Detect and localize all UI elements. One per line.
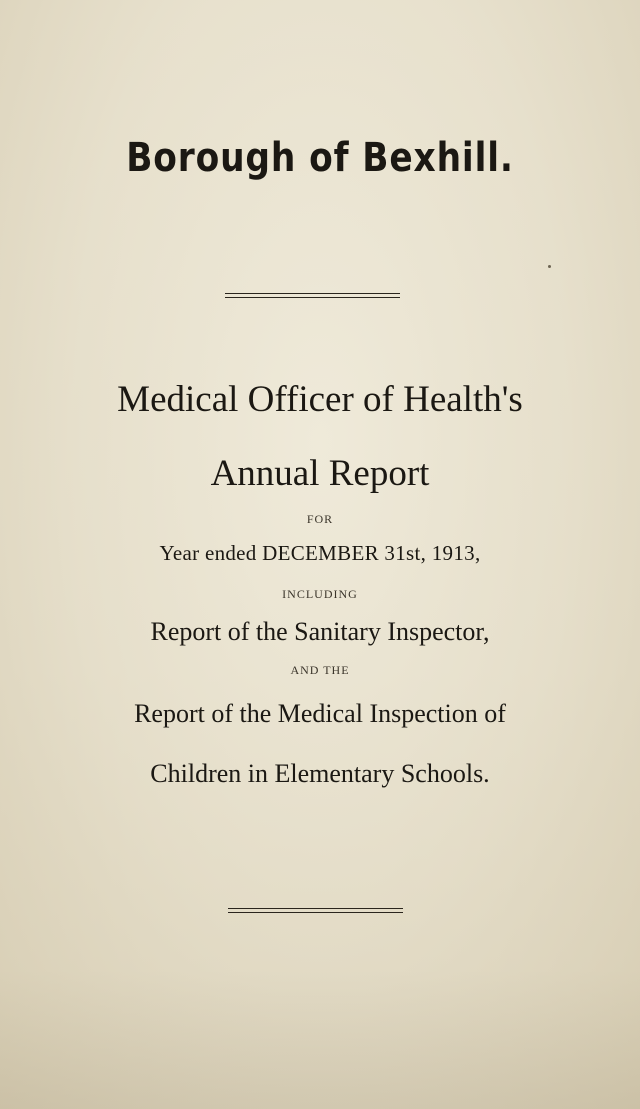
- borough-title: Borough of Bexhill.: [126, 135, 514, 181]
- for-label: FOR: [306, 512, 334, 526]
- including-label: INCLUDING: [282, 587, 358, 601]
- medical-inspection-line1: Report of the Medical Inspection of: [134, 699, 506, 728]
- and-the-label: AND THE: [290, 663, 350, 677]
- double-rule-top: [225, 293, 400, 298]
- report-title-line1: Medical Officer of Health's: [117, 379, 523, 420]
- sanitary-inspector-report: Report of the Sanitary Inspector,: [150, 617, 490, 646]
- double-rule-bottom: [228, 908, 403, 913]
- paper-speck: [548, 265, 551, 268]
- report-title-line2: Annual Report: [210, 453, 430, 494]
- medical-inspection-line2: Children in Elementary Schools.: [150, 759, 490, 788]
- year-ended-line: Year ended DECEMBER 31st, 1913,: [159, 541, 481, 565]
